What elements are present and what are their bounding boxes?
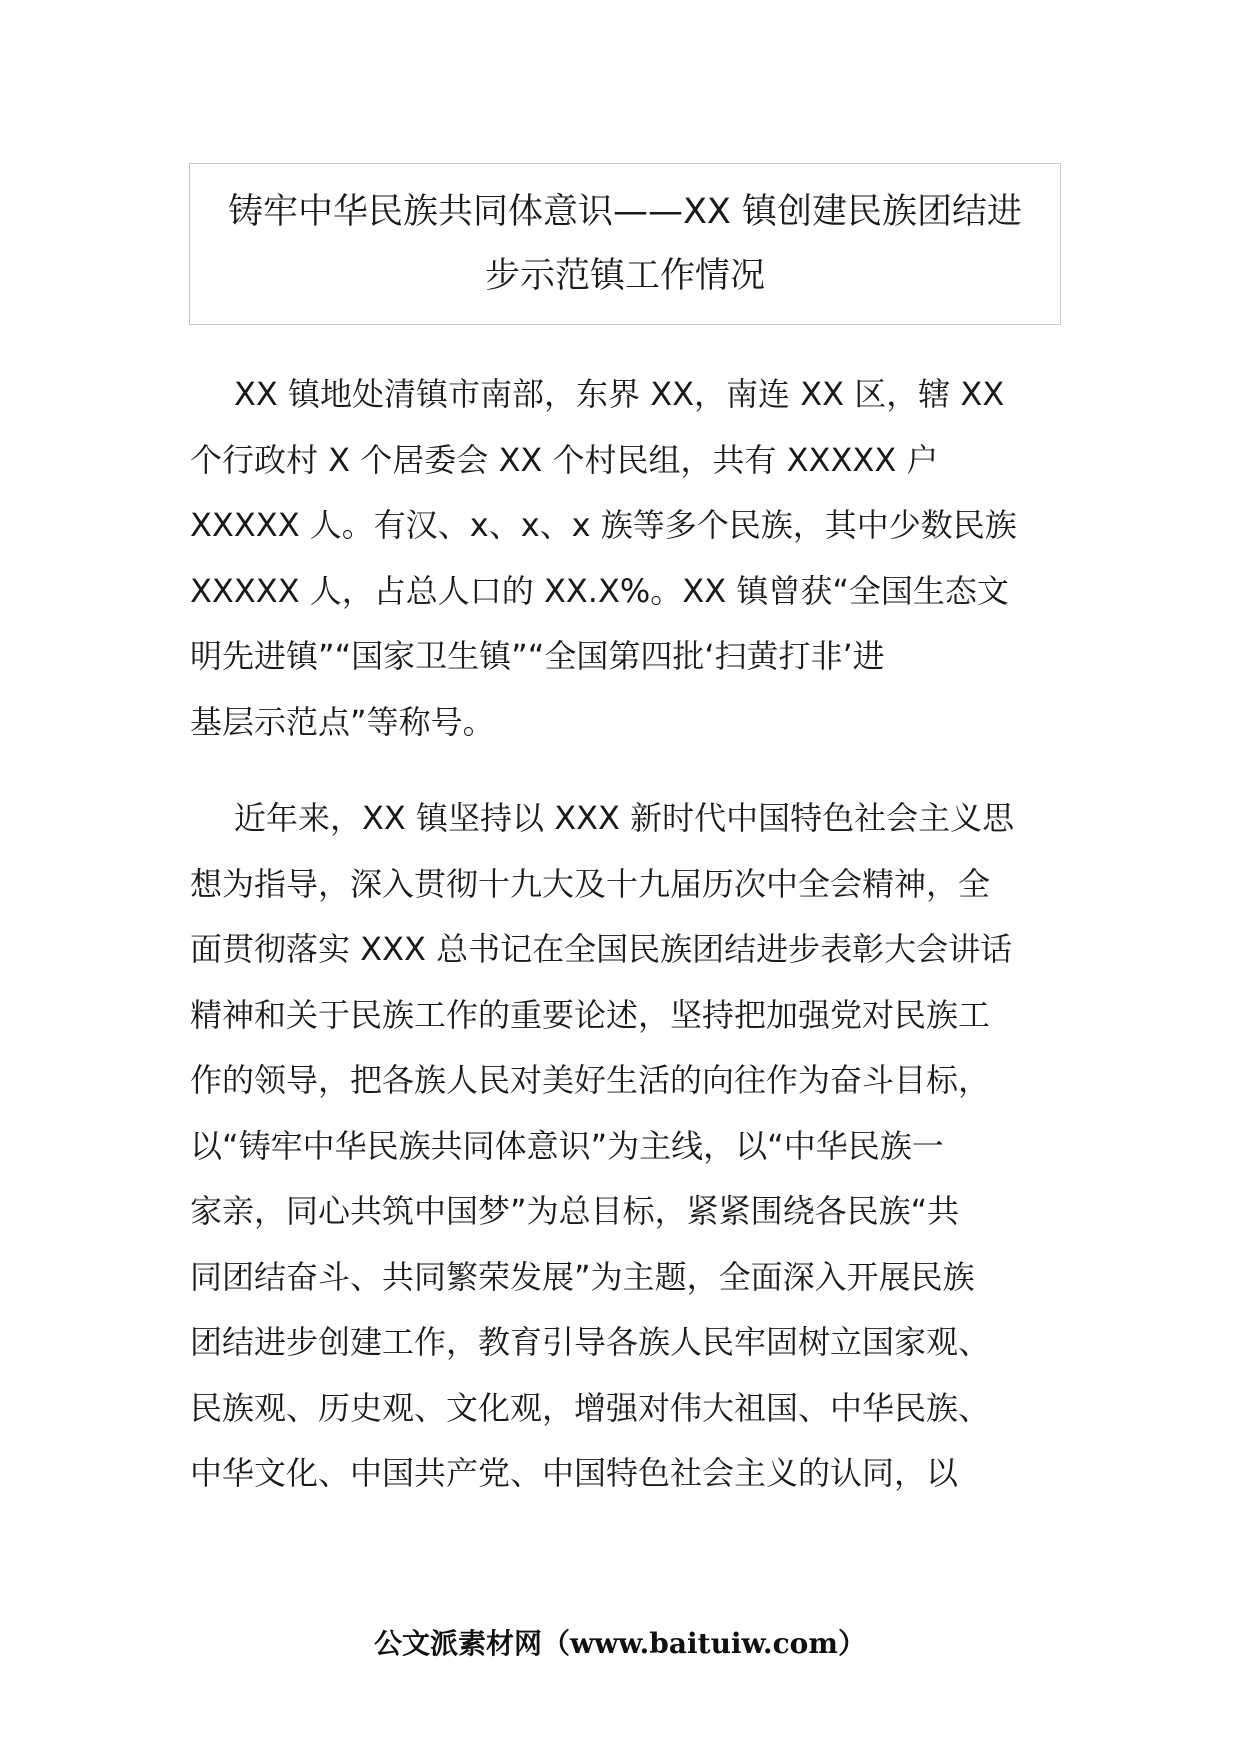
paragraph-line: 民族观、历史观、文化观，增强对伟大祖国、中华民族、 <box>190 1388 991 1427</box>
paragraph-line: 同团结奋斗、共同繁荣发展”为主题，全面深入开展民族 <box>190 1257 975 1296</box>
paragraph-line: XXXXX 人。有汉、x、x、x 族等多个民族，其中少数民族 <box>190 506 1017 544</box>
paragraph-line: 精神和关于民族工作的重要论述，坚持把加强党对民族工 <box>190 995 991 1034</box>
paragraph-line: 面贯彻落实 XXX 总书记在全国民族团结进步表彰大会讲话 <box>190 930 1013 968</box>
title-line-2: 步示范镇工作情况 <box>484 256 765 296</box>
paragraph-line: XX 镇地处清镇市南部，东界 XX，南连 XX 区，辖 XX <box>234 375 1005 413</box>
paragraph-line: 基层示范点”等称号。 <box>190 702 495 741</box>
paragraph-line: 团结进步创建工作，教育引导各族人民牢固树立国家观、 <box>190 1323 991 1361</box>
paragraph-line: 明先进镇”“国家卫生镇”“全国第四批‘扫黄打非’进 <box>190 637 885 675</box>
paragraph-2 <box>190 786 1060 1507</box>
paragraph-line: 中华文化、中国共产党、中国特色社会主义的认同，以 <box>190 1454 959 1492</box>
paragraph-1 <box>190 362 1060 755</box>
document-title-box <box>189 163 1061 325</box>
paragraph-line: 个行政村 X 个居委会 XX 个村民组，共有 XXXXX 户 <box>190 440 939 479</box>
paragraph-line: XXXXX 人，占总人口的 XX.X%。XX 镇曾获“全国生态文 <box>190 571 1009 610</box>
title-line-1: 铸牢中华民族共同体意识——XX 镇创建民族团结进 <box>227 192 1023 232</box>
paragraph-line: 以“铸牢中华民族共同体意识”为主线，以“中华民族一 <box>190 1126 944 1165</box>
paragraph-line: 家亲，同心共筑中国梦”为总目标，紧紧围绕各民族“共 <box>190 1192 960 1230</box>
paragraph-line: 近年来，XX 镇坚持以 XXX 新时代中国特色社会主义思 <box>234 799 1015 837</box>
footer-source-text: 公文派素材网（www.baituiw.com） <box>374 1627 866 1660</box>
paragraph-line: 作的领导，把各族人民对美好生活的向往作为奋斗目标， <box>190 1061 991 1099</box>
paragraph-line: 想为指导，深入贯彻十九大及十九届历次中全会精神，全 <box>190 864 991 903</box>
